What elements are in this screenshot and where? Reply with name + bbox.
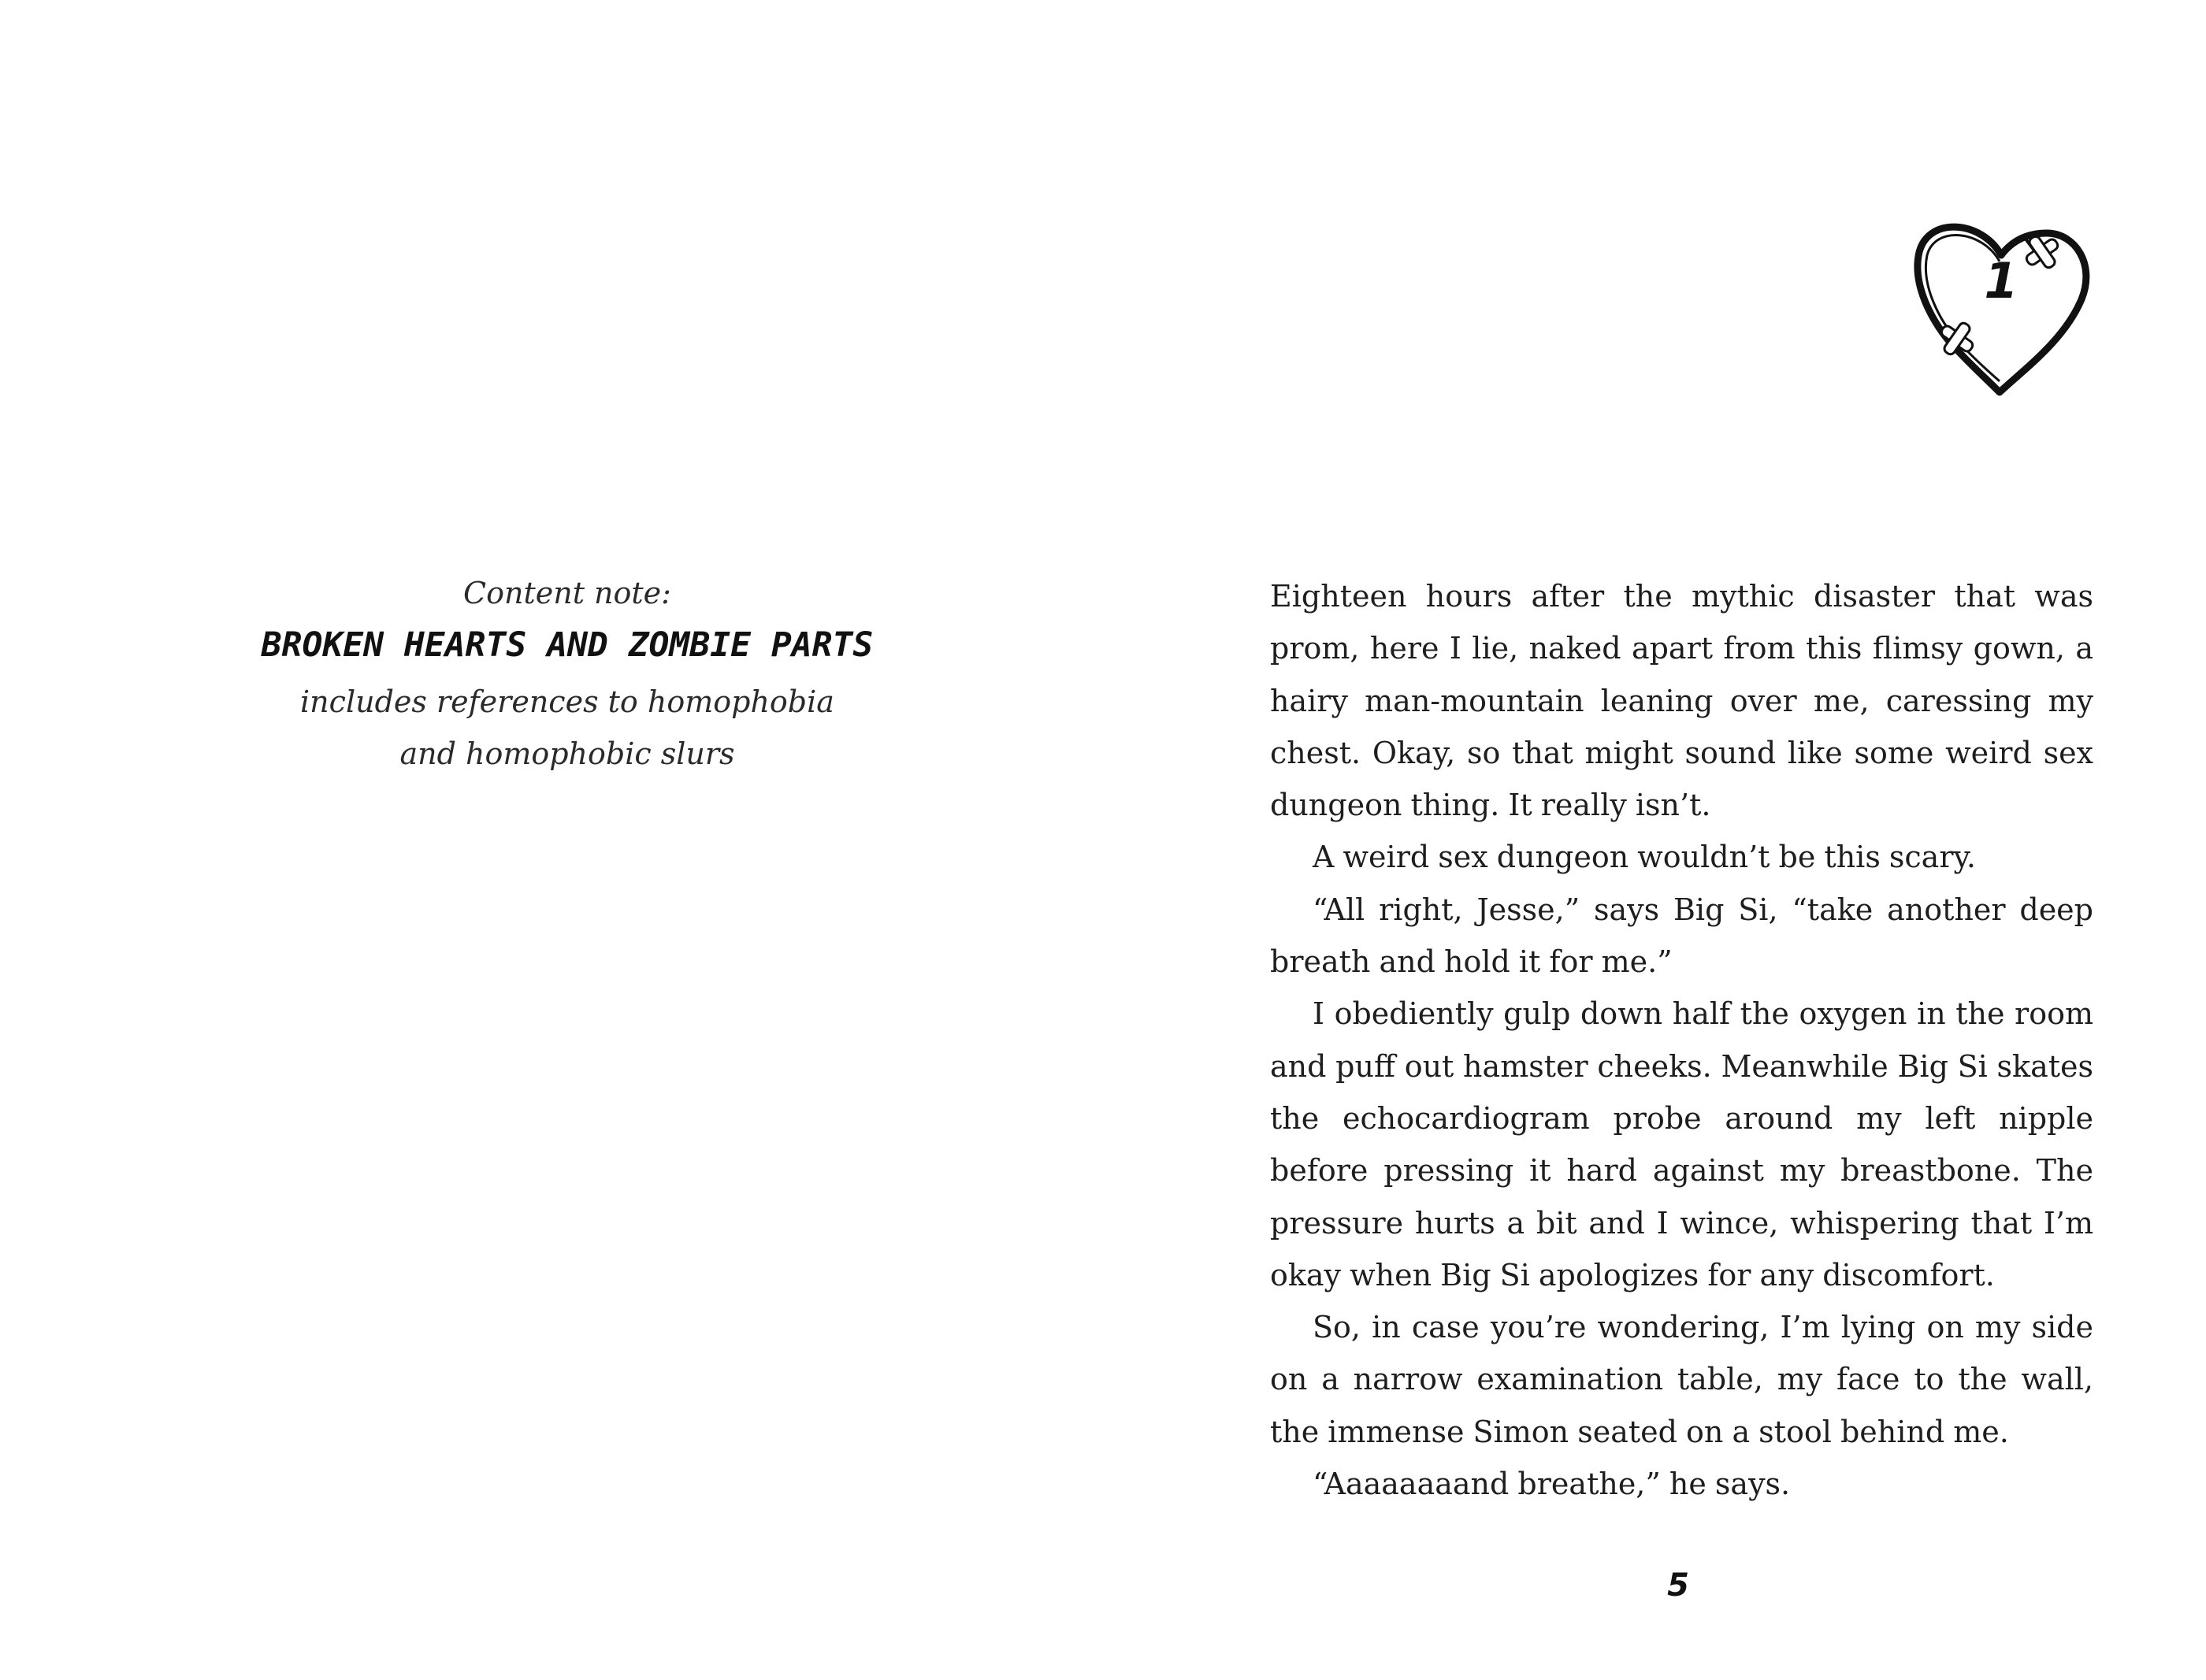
content-note [205, 567, 930, 780]
chapter-body-text [1270, 570, 2093, 1510]
paragraph: I obediently gulp down half the oxygen in the room and puff out hamster cheeks. Meanwhile Big Si skates the echocardiogram probe around my left nipple before pressing it hard against my breastbone. The pressure hurts a bit and I wince, whispering that I’m okay when Big Si apologizes for any discomfort. [1270, 996, 2093, 1292]
book-title: BROKEN HEARTS AND ZOMBIE PARTS [261, 625, 874, 665]
paragraph: Eighteen hours after the mythic disaster that was prom, here I lie, naked apart from this flimsy gown, a hairy man-mountain leaning over me, caressing my chest. Okay, so that might sound like some weird sex dungeon thing. It really isn’t. [1270, 579, 2093, 823]
paragraph: “Aaaaaaaand breathe,” he says. [1313, 1467, 1791, 1502]
content-note-line: and homophobic slurs [399, 736, 735, 771]
content-note-line: includes references to homophobia [300, 684, 834, 719]
chapter-number: 1 [1984, 252, 2018, 310]
content-note-label: Content note: [463, 576, 671, 610]
paragraph: “All right, Jesse,” says Big Si, “take another deep breath and hold it for me.” [1270, 892, 2093, 980]
page-number: 5 [1667, 1567, 1689, 1604]
chapter-heading [1907, 206, 2096, 403]
paragraph: A weird sex dungeon wouldn’t be this scary. [1313, 840, 1977, 875]
paragraph: So, in case you’re wondering, I’m lying on my side on a narrow examination table, my face to the wall, the immense Simon seated on a stool behind me. [1270, 1310, 2093, 1449]
